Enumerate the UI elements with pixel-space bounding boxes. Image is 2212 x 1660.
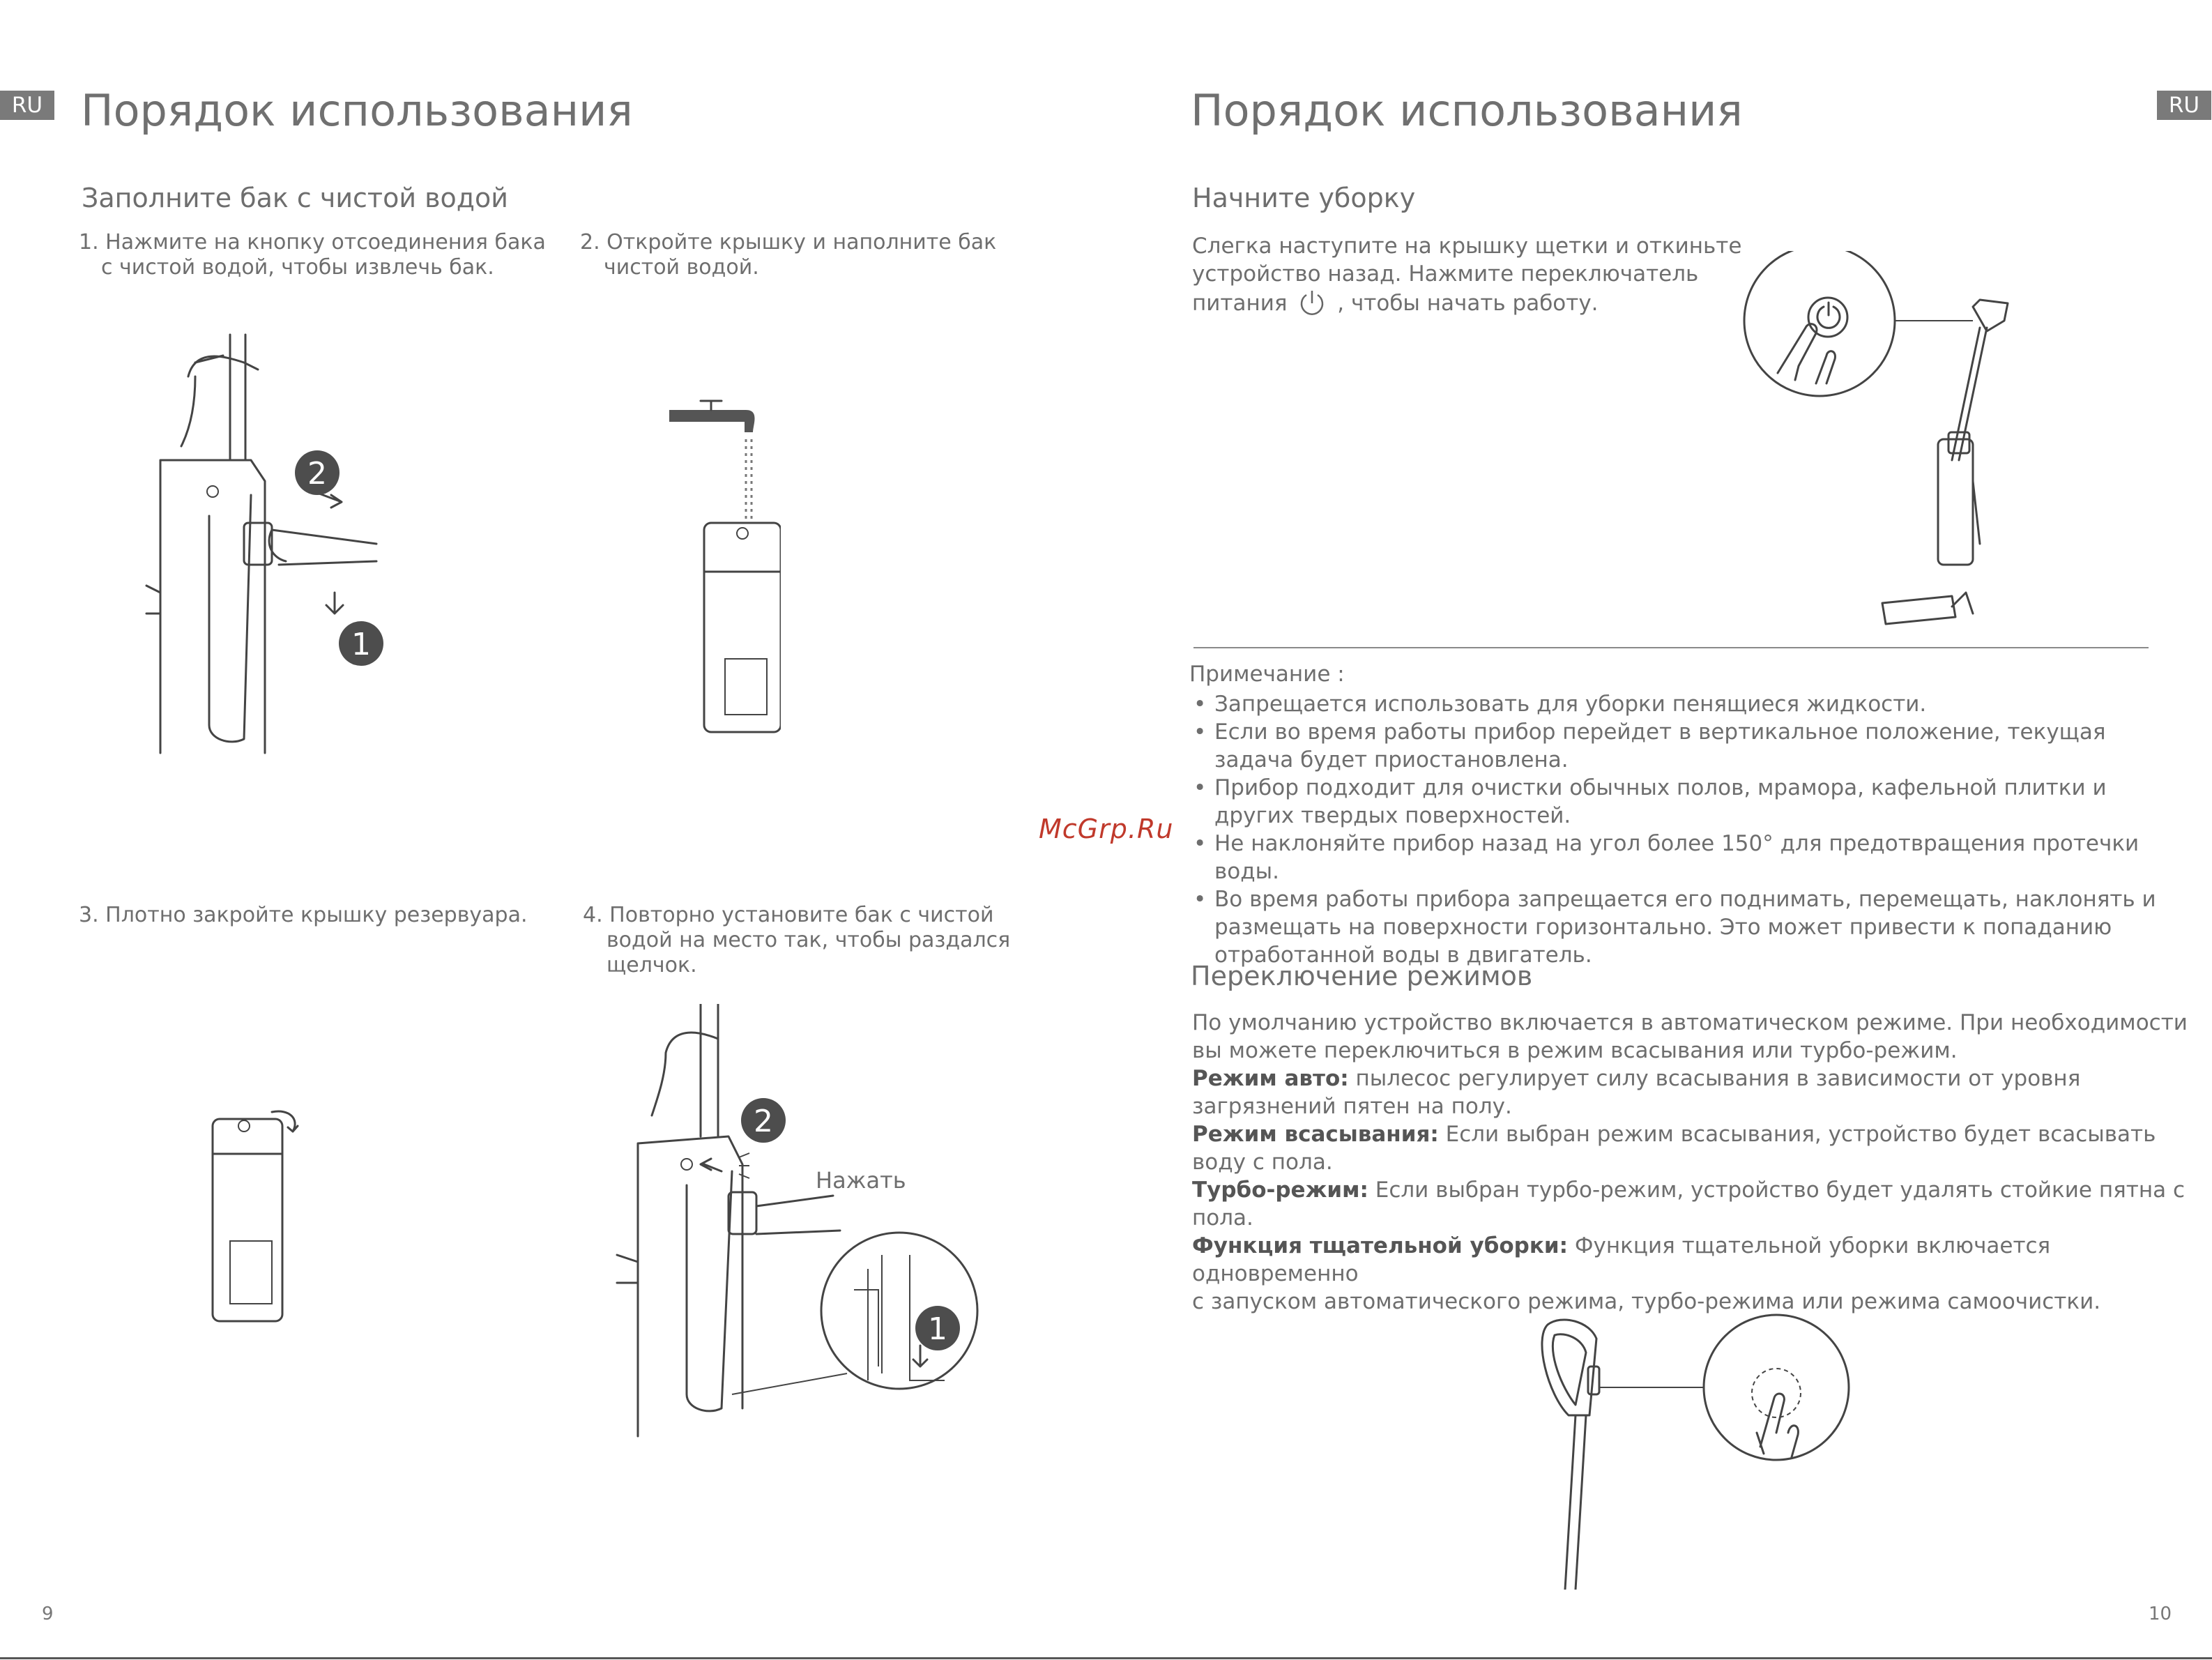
modes-text: По умолчанию устройство включается в автоматическом режиме. При необходимости вы можете переключиться в режим всасывания или турбо-режим. Режим авто: пылесос регулирует силу всасывания в зависимости от уровня загрязнений пятен на полу. Режим всасывания: Если выбран режим всасывания, устройство будет всасывать воду с пола. Турбо-режим: Если выбран турбо-режим, устройство будет удалять стойкие пятна с пола. Функция тщательной уборки: Функция тщательной уборки включается одновременно с запуском автоматического режима, турбо-режима или режима самоочистки. (1192, 1010, 2188, 1314)
illustration-close-lid (206, 1098, 310, 1335)
illustration-mode-button (1527, 1311, 1854, 1590)
illustration-fill-water (662, 390, 781, 753)
section-title-fill-tank: Заполните бак с чистой водой (82, 183, 508, 213)
step-3-text: 3. Плотно закройте крышку резервуара. (79, 903, 528, 927)
step-1-text: 1. Нажмите на кнопку отсоединения бака с чистой водой, чтобы извлечь бак. (79, 230, 546, 280)
list-item: • Прибор подходит для очистки обычных полов, мрамора, кафельной плитки и других твердых поверхностей. (1189, 774, 2193, 830)
svg-text:2: 2 (754, 1104, 773, 1139)
list-item: • Во время работы прибора запрещается его поднимать, перемещать, наклонять и размещать на поверхности горизонтально. Это может привести к попаданию отработанной воды в двигатель. (1189, 885, 2193, 969)
press-label: Нажать (816, 1167, 906, 1194)
bottom-rule (0, 1657, 2212, 1659)
svg-text:1: 1 (928, 1311, 947, 1347)
page-title-left: Порядок использования (81, 85, 633, 136)
svg-text:1: 1 (351, 627, 371, 662)
language-tag-right: RU (2157, 91, 2211, 120)
illustration-reinsert-tank (610, 1004, 1042, 1443)
step-2-text: 2. Откройте крышку и наполните бак чистой водой. (580, 230, 997, 280)
start-cleaning-text: Слегка наступите на крышку щетки и откиньте устройство назад. Нажмите переключатель питания , чтобы начать работу. (1192, 232, 1750, 319)
page-title-right: Порядок использования (1191, 85, 1743, 136)
note-label: Примечание : (1189, 662, 1345, 687)
step-4-text: 4. Повторно установите бак с чистой водой на место так, чтобы раздался щелчок. (583, 903, 1011, 977)
power-icon (1297, 288, 1327, 319)
section-title-modes: Переключение режимов (1191, 961, 1533, 991)
section-title-start-cleaning: Начните уборку (1192, 183, 1416, 213)
page-number-left: 9 (42, 1604, 54, 1624)
notes-list (1189, 690, 2193, 969)
language-tag-left: RU (0, 91, 54, 120)
illustration-remove-tank (139, 321, 390, 767)
list-item: • Запрещается использовать для уборки пенящиеся жидкости. (1189, 690, 2193, 718)
list-item: • Не наклоняйте прибор назад на угол более 150° для предотвращения протечки воды. (1189, 830, 2193, 885)
illustration-start-cleaning (1743, 251, 2036, 641)
list-item: • Если во время работы прибор перейдет в вертикальное положение, текущая задача будет приостановлена. (1189, 718, 2193, 774)
page-number-right: 10 (2149, 1604, 2172, 1624)
svg-text:2: 2 (307, 456, 327, 492)
section-divider (1193, 647, 2149, 648)
watermark: McGrp.Ru (1039, 814, 1174, 844)
